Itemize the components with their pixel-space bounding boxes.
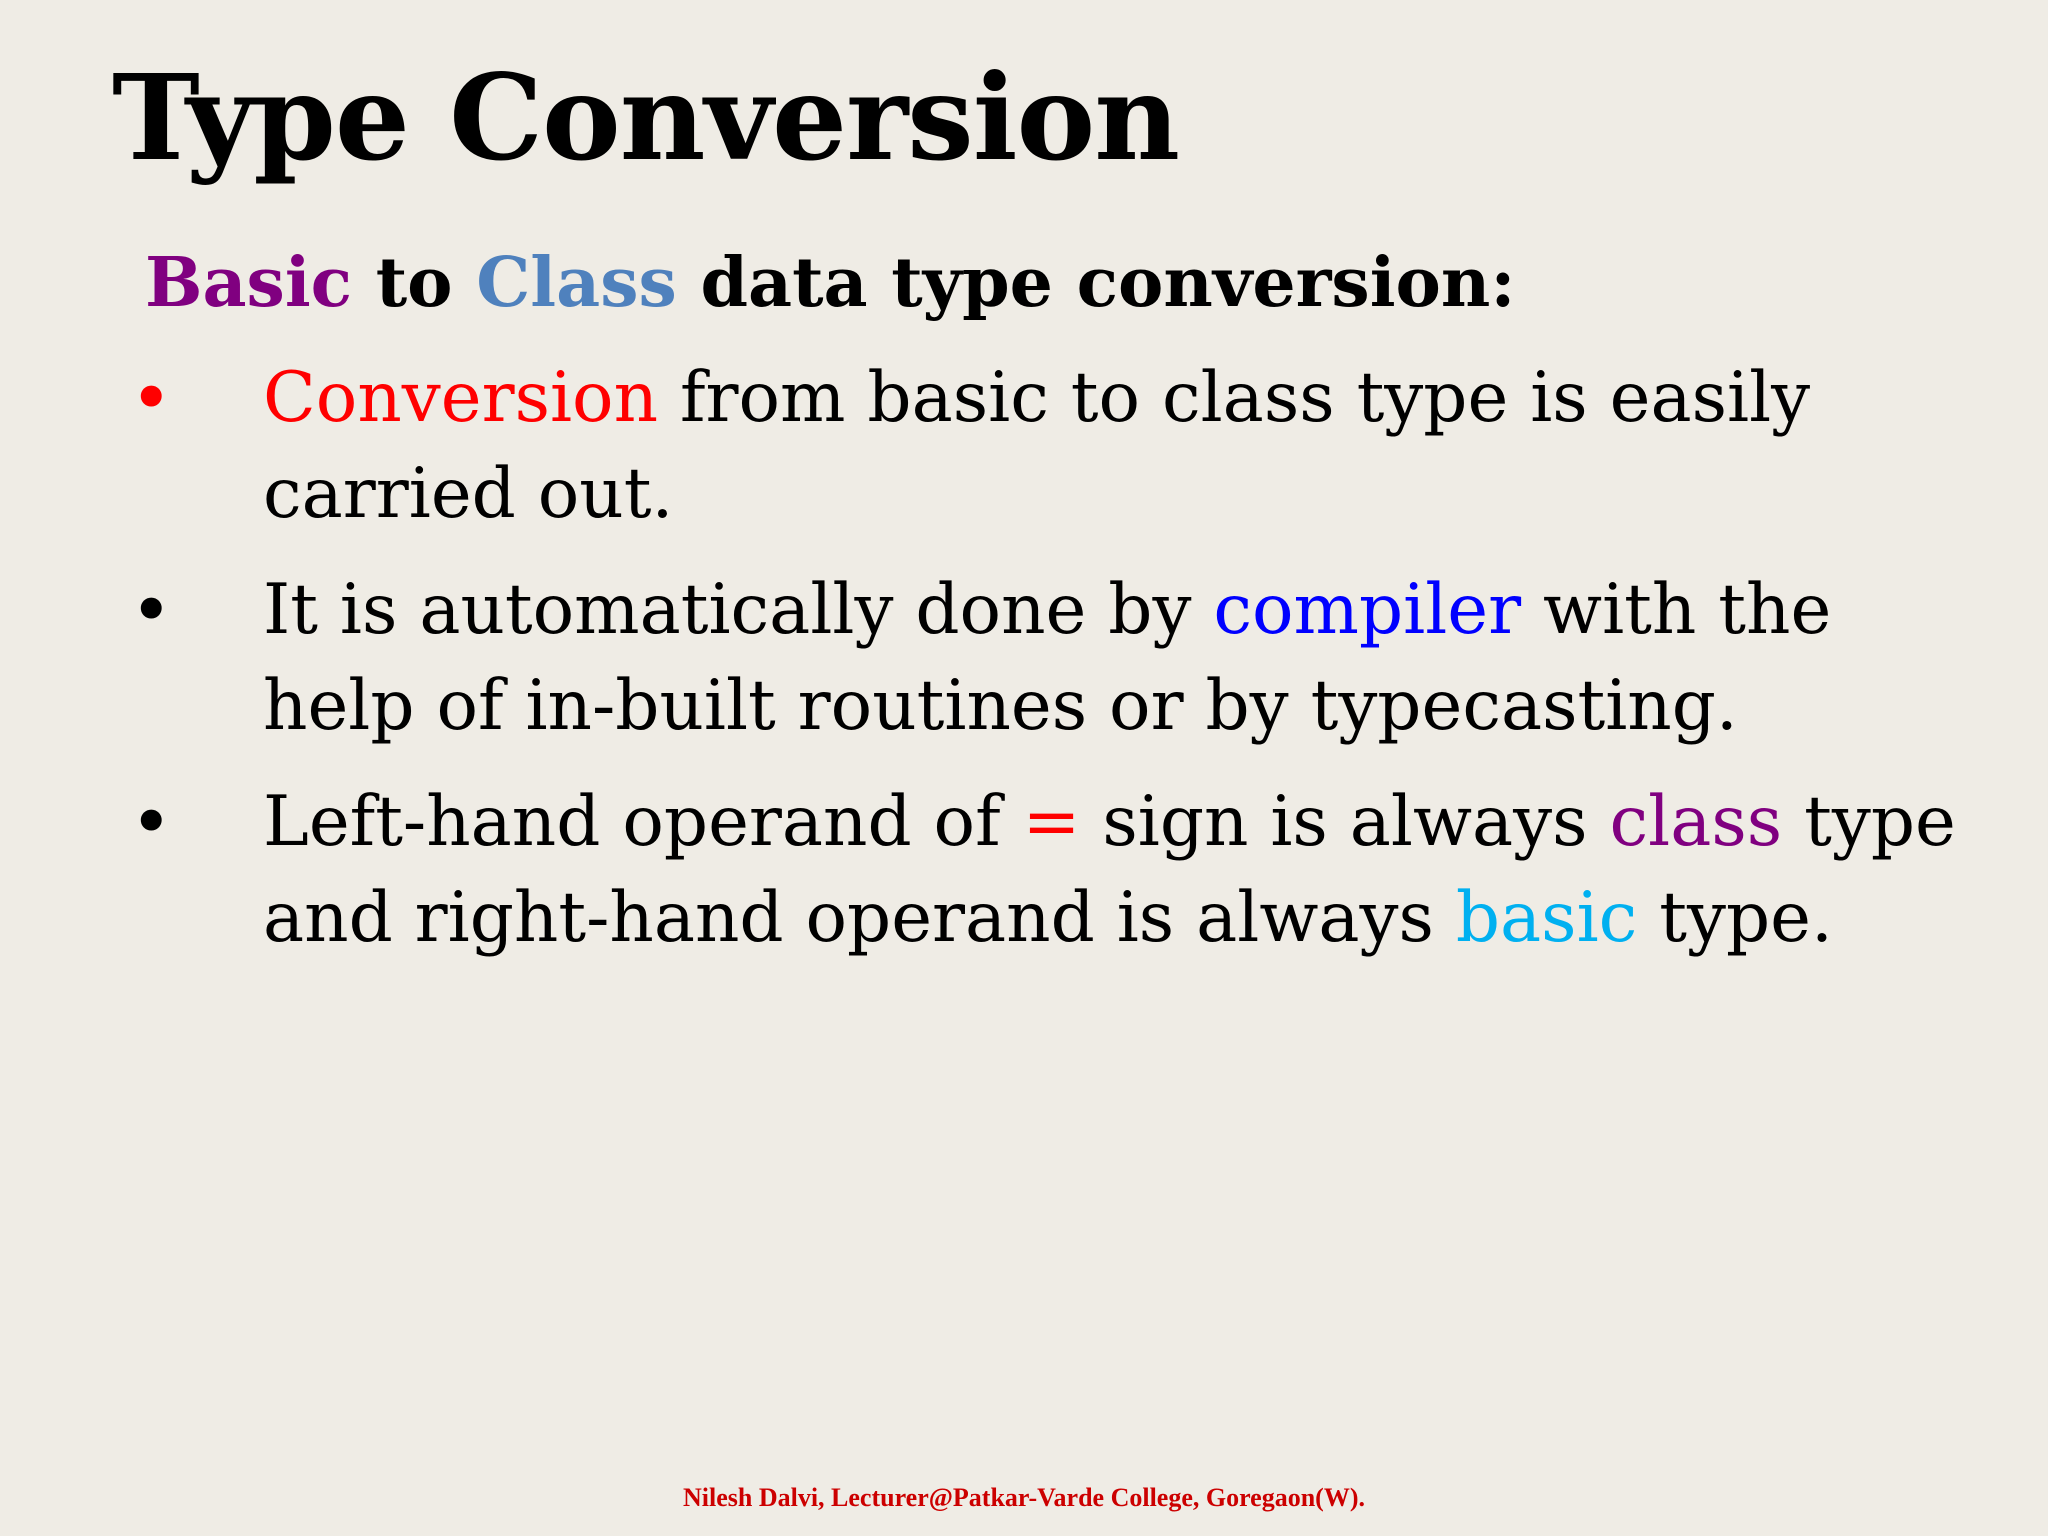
subtitle-rest: data type conversion: [676,243,1516,323]
bullet-3-equals: = [1022,782,1081,862]
bullet-item-1 [120,350,1980,542]
slide-title: Type Conversion [112,48,1180,187]
bullet-3-text-b: sign is always [1080,782,1610,862]
bullet-3-text-a: Left-hand operand of [263,782,1023,862]
bullet-1-text: from basic to class type is easily carried out. [263,358,1811,534]
bullet-3-class: class [1609,782,1783,862]
bullet-2-text-a: It is automatically done by [263,570,1214,650]
bullet-item-3 [120,774,1980,966]
bullet-marker: • [130,568,173,652]
slide-subtitle [145,238,1515,328]
bullet-1-conversion: Conversion [263,358,659,438]
bullet-marker: • [130,780,173,864]
slide-footer: Nilesh Dalvi, Lecturer@Patkar-Varde College, Goregaon(W). [682,1483,1366,1512]
bullet-3-text-c: type and right-hand operand is always [263,782,1956,958]
bullet-marker: • [130,356,173,440]
subtitle-to: to [352,243,477,323]
bullet-list [120,350,1980,986]
bullet-3-basic: basic [1455,878,1638,958]
bullet-3-text-d: type. [1637,878,1833,958]
subtitle-class: Class [476,243,677,323]
bullet-2-text-b: with the help of in-built routines or by typecasting. [263,570,1832,746]
bullet-2-compiler: compiler [1213,570,1522,650]
subtitle-basic: Basic [145,243,353,323]
bullet-item-2 [120,562,1980,754]
